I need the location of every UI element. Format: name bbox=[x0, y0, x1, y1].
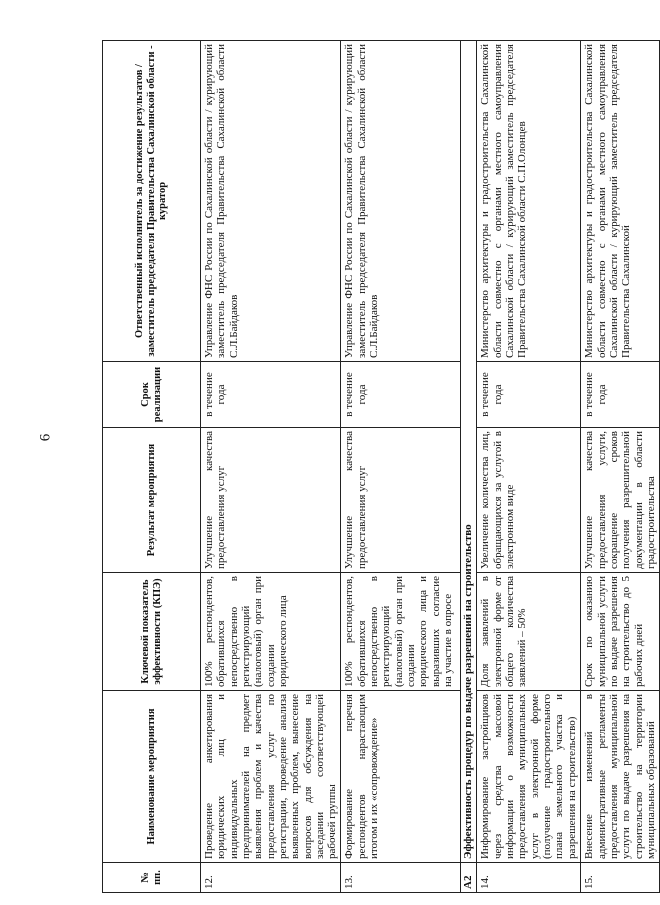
row-name: Информирование застройщиков через средства массовой информации о возможности предоставления муниципальных услуг в электронной форме (получение градостроительного плана земельного участка и разрешения на строительство) bbox=[477, 691, 581, 863]
row-num: 15. bbox=[581, 863, 660, 893]
row-term: в течение года bbox=[581, 362, 660, 428]
header-name: Наименование мероприятия bbox=[103, 691, 201, 863]
row-result: Увеличение количества лиц, обращающихся за услугой в электронном виде bbox=[477, 428, 581, 573]
header-term: Срок реализации bbox=[103, 362, 201, 428]
table-row bbox=[477, 41, 581, 893]
row-kpi: Доля заявлений в электронной форме от общего количества заявлений – 50% bbox=[477, 573, 581, 691]
row-term: в течение года bbox=[201, 362, 341, 428]
header-responsible: Ответственный исполнитель за достижение результатов / заместитель председателя Правительства Сахалинской области - куратор bbox=[103, 41, 201, 362]
measures-table bbox=[102, 40, 660, 893]
row-kpi: 100% респондентов, обратившихся непосредственно в регистрирующий (налоговый) орган при создании юридического лица и выразивших согласие на участие в опросе bbox=[341, 573, 461, 691]
section-row bbox=[461, 41, 477, 893]
row-responsible: Министерство архитектуры и градостроительства Сахалинской области совместно с органами местного самоуправления Сахалинской области / курирующий заместитель председателя Правительства Сахалинской bbox=[581, 41, 660, 362]
table-row bbox=[341, 41, 461, 893]
row-name: Проведение анкетирования юридических лиц и индивидуальных предпринимателей на предмет выявления проблем и качества предоставления услуг по регистрации, проведение анализа выявленных проблем, вынесение вопросов для обсуждения на заседании соответствующей рабочей группы bbox=[201, 691, 341, 863]
header-kpi: Ключевой показатель эффективности (КПЭ) bbox=[103, 573, 201, 691]
row-name: Формирование перечня респондентов нарастающим итогом и их «сопровождение» bbox=[341, 691, 461, 863]
table-row bbox=[581, 41, 660, 893]
row-num: 12. bbox=[201, 863, 341, 893]
row-term: в течение года bbox=[477, 362, 581, 428]
row-responsible: Управление ФНС России по Сахалинской области / курирующий заместитель председателя Правительства Сахалинской области С.Л.Байдаков bbox=[341, 41, 461, 362]
row-result: Улучшение качества предоставления услуги, сокращение сроков получения разрешительной документации в области градостроительства bbox=[581, 428, 660, 573]
header-num: № пп. bbox=[103, 863, 201, 893]
row-num: 13. bbox=[341, 863, 461, 893]
row-kpi: Срок по оказанию муниципальной услуги по выдаче разрешения на строительство до 5 рабочих дней bbox=[581, 573, 660, 691]
row-responsible: Управление ФНС России по Сахалинской области / курирующий заместитель председателя Правительства Сахалинской области С.Л.Байдаков bbox=[201, 41, 341, 362]
row-name: Внесение изменений в административные регламенты предоставления муниципальной услуги по выдаче разрешения на строительство на территории муниципальных образований bbox=[581, 691, 660, 863]
page-number: 6 bbox=[37, 433, 54, 442]
row-kpi: 100% респондентов, обратившихся непосредственно в регистрирующий (налоговый) орган при создании юридического лица bbox=[201, 573, 341, 691]
header-result: Результат мероприятия bbox=[103, 428, 201, 573]
section-code: А2 bbox=[461, 863, 477, 893]
row-result: Улучшение качества предоставления услуг bbox=[201, 428, 341, 573]
row-responsible: Министерство архитектуры и градостроительства Сахалинской области совместно с органами местного самоуправления Сахалинской области / курирующий заместитель председателя Правительства Сахалинской области С.П.Олонцев bbox=[477, 41, 581, 362]
row-result: Улучшение качества предоставления услуг bbox=[341, 428, 461, 573]
section-title: Эффективность процедур по выдаче разрешений на строительство bbox=[461, 41, 477, 863]
table-row bbox=[201, 41, 341, 893]
rotated-table-container bbox=[102, 41, 657, 893]
table-header-row bbox=[103, 41, 201, 893]
row-term: в течение года bbox=[341, 362, 461, 428]
row-num: 14. bbox=[477, 863, 581, 893]
